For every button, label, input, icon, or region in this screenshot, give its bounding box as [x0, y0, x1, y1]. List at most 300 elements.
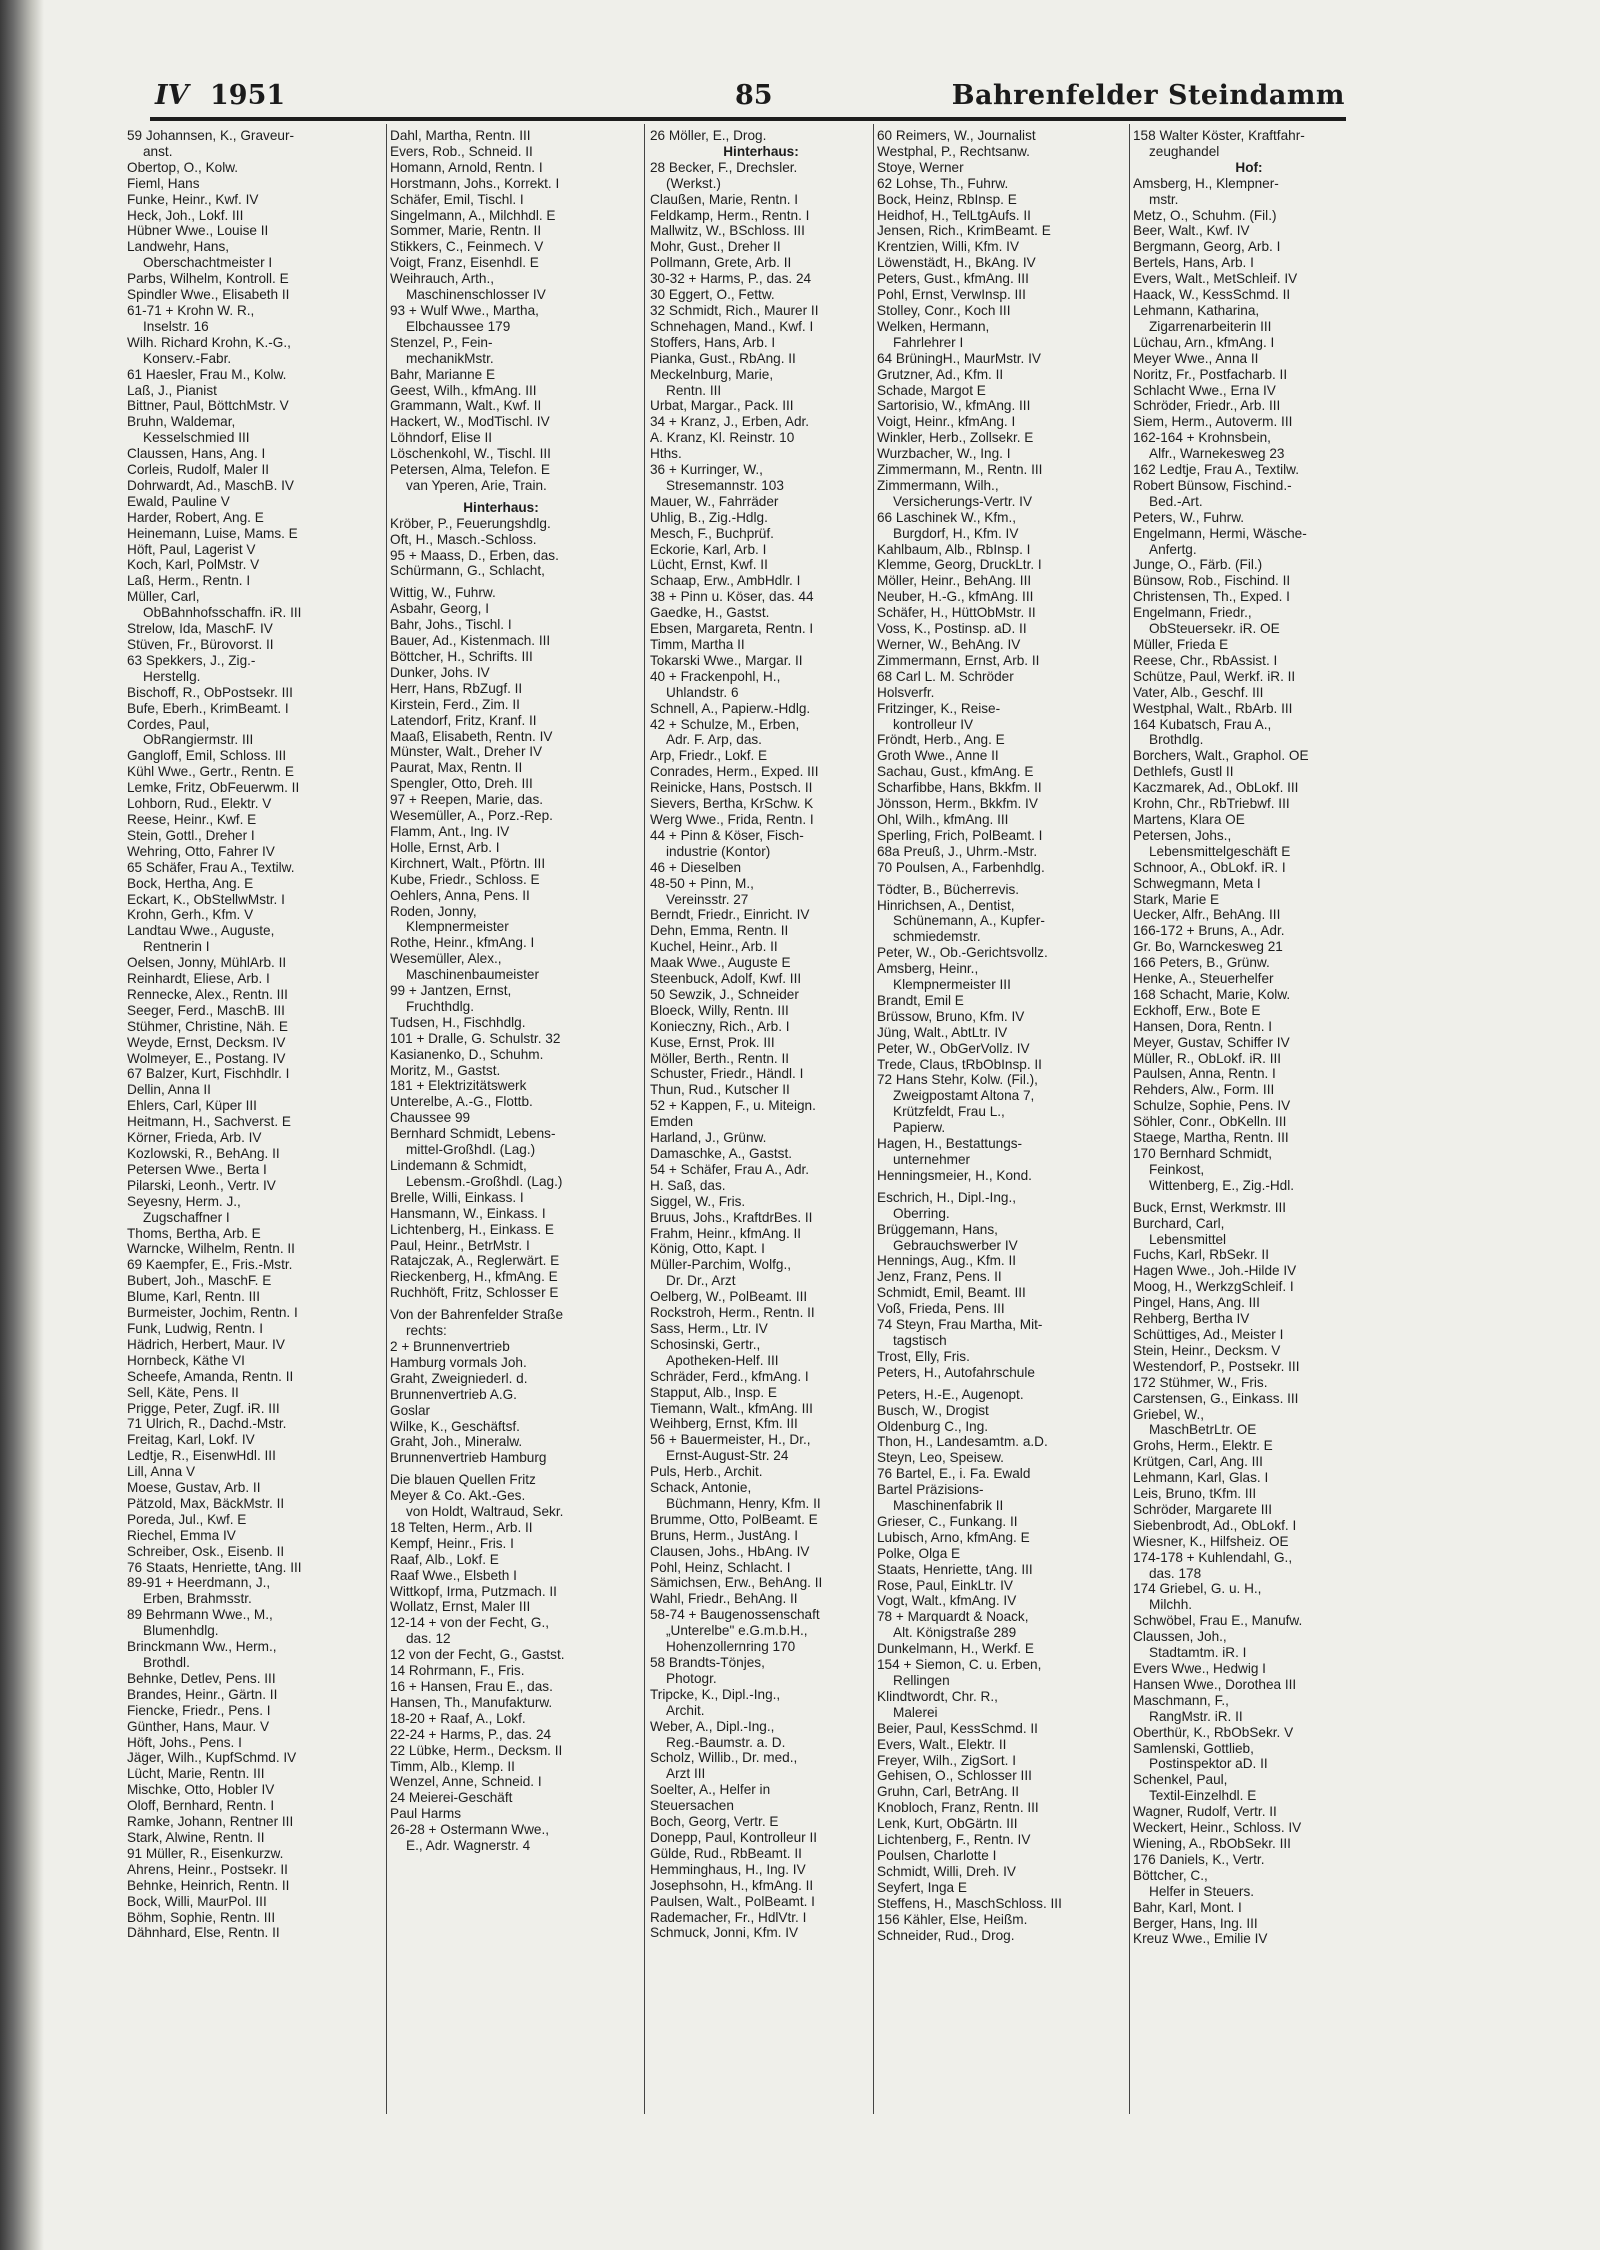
directory-line: Reese, Chr., RbAssist. I [1133, 652, 1278, 668]
directory-line: Bünsow, Rob., Fischind. II [1133, 573, 1291, 589]
directory-line: Schütze, Paul, Werkf. iR. II [1133, 668, 1296, 684]
directory-line: Kesselschmied III [143, 430, 250, 446]
directory-line: Roden, Jonny, [390, 903, 477, 919]
street-title: Bahrenfelder Steindamm [951, 80, 1345, 111]
directory-line: 67 Balzer, Kurt, Fischhdlr. I [127, 1066, 290, 1082]
directory-line: Claussen, Hans, Ang. I [127, 446, 266, 462]
directory-line: Ramke, Johann, Rentner III [127, 1814, 294, 1830]
directory-line: Henke, A., Steuerhelfer [1133, 971, 1274, 987]
directory-line: Freitag, Karl, Lokf. IV [127, 1432, 255, 1448]
directory-line: Schwegmann, Meta I [1133, 875, 1261, 891]
directory-line: Reg.-Baumstr. a. D. [666, 1734, 786, 1750]
directory-line: 70 Poulsen, A., Farbenhdlg. [877, 859, 1045, 875]
directory-line: Meyer, Gustav, Schiffer IV [1133, 1034, 1290, 1050]
directory-line: Pohl, Ernst, VerwInsp. III [877, 287, 1026, 303]
directory-line: Siebenbrodt, Ad., ObLokf. I [1133, 1517, 1297, 1533]
directory-line: Lohborn, Rud., Elektr. V [127, 796, 272, 812]
directory-line: Martens, Klara OE [1133, 811, 1245, 827]
directory-line: 44 + Pinn & Köser, Fisch- [650, 827, 804, 843]
directory-line: Laß, Herm., Rentn. I [127, 573, 251, 589]
directory-line: 32 Schmidt, Rich., Maurer II [650, 302, 819, 318]
year-label: 1951 [210, 80, 286, 111]
directory-line: Müller, Frieda E [1133, 637, 1229, 652]
directory-line: Jäger, Wilh., KupfSchmd. IV [127, 1750, 297, 1766]
directory-line: 97 + Reepen, Marie, das. [390, 792, 544, 808]
directory-line: Kozlowski, R., BehAng. II [127, 1146, 280, 1161]
directory-line: rechts: [406, 1323, 447, 1339]
directory-line: Griebel, W., [1133, 1406, 1205, 1422]
directory-line: Junge, O., Färb. (Fil.) [1133, 557, 1263, 573]
directory-line: Ohl, Wilh., kfmAng. III [877, 811, 1009, 827]
directory-line: Hübner Wwe., Louise II [127, 223, 269, 239]
directory-line: Brandes, Heinr., Gärtn. II [127, 1686, 278, 1702]
directory-line: Lemke, Fritz, ObFeuerwm. II [127, 780, 300, 796]
directory-line: Lubisch, Arno, kfmAng. E [877, 1529, 1030, 1545]
directory-line: 61 Haesler, Frau M., Kolw. [127, 366, 287, 382]
directory-line: Voigt, Franz, Eisenhdl. E [390, 255, 539, 271]
directory-line: Eckart, K., ObStellwMstr. I [127, 891, 285, 907]
directory-line: Funk, Ludwig, Rentn. I [127, 1320, 264, 1336]
directory-line: Arzt III [666, 1766, 706, 1782]
directory-line: Bartel Präzisions- [877, 1482, 984, 1498]
directory-line: Schulze, Sophie, Pens. IV [1133, 1098, 1291, 1114]
directory-line: Schneider, Rud., Drog. [877, 1927, 1015, 1943]
directory-line: 170 Bernhard Schmidt, [1133, 1146, 1273, 1161]
directory-line: Poulsen, Charlotte I [877, 1847, 997, 1863]
directory-line: 22-24 + Harms, P., das. 24 [390, 1726, 552, 1742]
directory-line: 78 + Marquardt & Noack, [877, 1609, 1029, 1625]
directory-line: 46 + Dieselben [650, 859, 742, 875]
directory-line: Krohn, Gerh., Kfm. V [127, 907, 254, 923]
directory-column-4 [877, 128, 1109, 2128]
directory-line: Moog, H., WerkzgSchleif. I [1133, 1279, 1294, 1295]
directory-line: Oelberg, W., PolBeamt. III [650, 1289, 808, 1305]
directory-line: Schmuck, Jonni, Kfm. IV [650, 1925, 799, 1941]
directory-line: Rehberg, Bertha IV [1133, 1311, 1250, 1327]
directory-line: Goslar [390, 1402, 431, 1418]
directory-line: Gruhn, Carl, BetrAng. II [877, 1784, 1020, 1800]
directory-line: Chaussee 99 [390, 1110, 471, 1126]
directory-line: Schröder, Margarete III [1133, 1501, 1273, 1517]
directory-line: 30 Eggert, O., Fettw. [650, 287, 775, 303]
directory-line: Schack, Antonie, [650, 1480, 752, 1496]
directory-line: Papierw. [893, 1120, 946, 1136]
directory-line: Rieckenberg, H., kfmAng. E [390, 1269, 558, 1285]
directory-line: Trost, Elly, Fris. [877, 1348, 970, 1364]
directory-line: Feldkamp, Herm., Rentn. I [650, 207, 810, 223]
directory-line: Schaap, Erw., AmbHdlr. I [650, 573, 801, 589]
directory-line: Westphal, Walt., RbArb. III [1133, 700, 1293, 716]
directory-line: Krentzien, Willi, Kfm. IV [877, 239, 1020, 255]
directory-line: Lehmann, Katharina, [1133, 302, 1260, 318]
directory-line: Wilh. Richard Krohn, K.-G., [127, 334, 291, 350]
directory-line: Feinkost, [1149, 1161, 1205, 1177]
directory-line: Soelter, A., Helfer in [650, 1782, 771, 1798]
directory-line: Kreuz Wwe., Emilie IV [1133, 1931, 1268, 1947]
directory-line: Schnell, A., Papierw.-Hdlg. [650, 700, 811, 716]
directory-line: Schuster, Friedr., Händl. I [650, 1066, 804, 1082]
directory-line: Latendorf, Fritz, Kranf. II [390, 712, 537, 728]
book-binding-edge [0, 0, 44, 2250]
page-header [155, 80, 1345, 120]
directory-line: 12-14 + von der Fecht, G., [390, 1615, 550, 1631]
directory-line: H. Saß, das. [650, 1177, 726, 1193]
directory-line: Klindtwordt, Chr. R., [877, 1688, 998, 1704]
column-divider [1129, 124, 1130, 2114]
directory-line: Rockstroh, Herm., Rentn. II [650, 1305, 815, 1321]
directory-line: Lenk, Kurt, ObGärtn. III [877, 1816, 1018, 1832]
directory-line: Noritz, Fr., Postfacharb. II [1133, 366, 1288, 382]
directory-line: 158 Walter Köster, Kraftfahr- [1133, 128, 1305, 143]
directory-line: Stark, Marie E [1133, 891, 1220, 907]
directory-line: Voss, K., Postinsp. aD. II [877, 621, 1027, 637]
directory-line: Zweigpostamt Altona 7, [893, 1088, 1035, 1104]
directory-line: Stresemannstr. 103 [666, 477, 784, 493]
directory-line: Hamburg vormals Joh. [390, 1354, 527, 1370]
directory-line: Krütgen, Carl, Ang. III [1133, 1454, 1263, 1470]
directory-line: Dunkelmann, H., Werkf. E [877, 1641, 1034, 1657]
directory-line: Oloff, Bernhard, Rentn. I [127, 1798, 275, 1814]
directory-line: Adr. F. Arp, das. [666, 732, 762, 748]
directory-line: Stikkers, C., Feinmech. V [390, 239, 544, 255]
directory-line: Milchh. [1149, 1597, 1193, 1613]
directory-line: Steffens, H., MaschSchloss. III [877, 1895, 1062, 1911]
directory-line: 154 + Siemon, C. u. Erben, [877, 1657, 1042, 1673]
directory-line: Fahrlehrer I [893, 334, 964, 350]
directory-line: Hagen Wwe., Joh.-Hilde IV [1133, 1263, 1297, 1279]
directory-line: Vater, Alb., Geschf. III [1133, 684, 1264, 700]
directory-line: 162-164 + Krohnsbein, [1133, 430, 1271, 446]
directory-line: 174-178 + Kuhlendahl, G., [1133, 1549, 1293, 1565]
directory-line: Sachau, Gust., kfmAng. E [877, 764, 1034, 780]
directory-line: Graht, Joh., Mineralw. [390, 1434, 523, 1450]
directory-line: Tokarski Wwe., Margar. II [650, 652, 803, 668]
directory-line: Spengler, Otto, Dreh. III [390, 776, 533, 792]
directory-line: Landwehr, Hans, [127, 239, 230, 255]
directory-line: Schmidt, Emil, Beamt. III [877, 1285, 1026, 1301]
directory-line: Prigge, Peter, Zugf. iR. III [127, 1400, 280, 1416]
directory-line: Seyfert, Inga E [877, 1879, 967, 1895]
directory-line: Evers Wwe., Hedwig I [1133, 1661, 1266, 1676]
directory-line: Metz, O., Schuhm. (Fil.) [1133, 207, 1277, 223]
directory-line: Brüssow, Bruno, Kfm. IV [877, 1008, 1025, 1024]
directory-line: Schade, Margot E [877, 382, 986, 398]
directory-line: Groth Wwe., Anne II [877, 748, 999, 764]
directory-line: 50 Sewzik, J., Schneider [650, 986, 799, 1002]
directory-line: Weyde, Ernst, Decksm. IV [127, 1034, 286, 1050]
directory-line: Lebensm.-Großhdl. (Lag.) [406, 1173, 563, 1189]
directory-line: Pilarski, Leonh., Vertr. IV [127, 1177, 276, 1193]
directory-line: Postinspektor aD. II [1149, 1756, 1268, 1772]
directory-line: Konserv.-Fabr. [143, 350, 232, 366]
directory-line: Haack, W., KessSchmd. II [1133, 287, 1291, 303]
directory-line: Uhlandstr. 6 [666, 684, 739, 700]
directory-line: Hädrich, Herbert, Maur. IV [127, 1336, 285, 1352]
directory-line: Timm, Martha II [650, 637, 745, 652]
directory-line: Sievers, Bertha, KrSchw. K [650, 796, 814, 812]
directory-line: Ehlers, Carl, Küper III [127, 1098, 257, 1114]
directory-line: E., Adr. Wagnerstr. 4 [406, 1838, 531, 1854]
directory-line: Herstellg. [143, 668, 201, 684]
directory-line: Seeger, Ferd., MaschB. III [127, 1002, 285, 1018]
directory-line: Schnoor, A., ObLokf. iR. I [1133, 859, 1286, 875]
directory-line: Behnke, Heinrich, Rentn. II [127, 1877, 290, 1893]
directory-line: Ruchhöft, Fritz, Schlosser E [390, 1285, 559, 1301]
directory-line: Robert Bünsow, Fischind.- [1133, 477, 1292, 493]
directory-line: Lücht, Marie, Rentn. III [127, 1766, 265, 1782]
directory-line: mstr. [1149, 191, 1179, 207]
directory-line: Obertop, O., Kolw. [127, 159, 239, 175]
directory-line: von Holdt, Waltraud, Sekr. [406, 1504, 564, 1520]
directory-line: Hornbeck, Käthe VI [127, 1352, 245, 1368]
directory-line: Conrades, Herm., Exped. III [650, 764, 819, 780]
directory-line: Voß, Frieda, Pens. III [877, 1301, 1005, 1317]
directory-line: Warncke, Wilhelm, Rentn. II [127, 1241, 295, 1257]
directory-line: Amsberg, H., Klempner- [1133, 175, 1279, 191]
directory-line: Lindemann & Schmidt, [390, 1158, 527, 1173]
directory-line: Peter, W., Ob.-Gerichtsvollz. [877, 945, 1048, 961]
directory-line: Lücht, Ernst, Kwf. II [650, 557, 768, 573]
directory-line: Rehders, Alw., Form. III [1133, 1082, 1275, 1098]
directory-line: Lüchau, Arn., kfmAng. I [1133, 334, 1275, 350]
directory-line: Stadtamtm. iR. I [1149, 1645, 1247, 1661]
directory-line: Schlacht Wwe., Erna IV [1133, 382, 1276, 398]
directory-line: Hansmann, W., Einkass. I [390, 1205, 546, 1221]
directory-line: 18 Telten, Herm., Arb. II [390, 1519, 533, 1535]
directory-line: 65 Schäfer, Frau A., Textilw. [127, 859, 295, 875]
directory-line: Sell, Käte, Pens. II [127, 1384, 239, 1400]
directory-line: Peters, H., Autofahrschule [877, 1364, 1035, 1380]
directory-line: 18-20 + Raaf, A., Lokf. [390, 1710, 526, 1726]
directory-line: Evers, Walt., Elektr. II [877, 1736, 1007, 1752]
directory-line: Samlenski, Gottlieb, [1133, 1740, 1254, 1756]
directory-line: Alfr., Warnekesweg 23 [1149, 446, 1285, 462]
directory-line: Oberschachtmeister I [143, 255, 273, 271]
directory-line: anst. [143, 143, 173, 159]
directory-line: Oberthür, K., RbObSekr. V [1133, 1724, 1294, 1740]
directory-line: 34 + Kranz, J., Erben, Adr. [650, 414, 810, 430]
directory-line: Textil-Einzelhdl. E [1149, 1788, 1257, 1804]
directory-line: Stolley, Conr., Koch III [877, 302, 1011, 318]
directory-line: Engelmann, Hermi, Wäsche- [1133, 525, 1307, 541]
directory-line: Steenbuck, Adolf, Kwf. III [650, 971, 802, 987]
directory-line: Pätzold, Max, BäckMstr. II [127, 1495, 285, 1511]
directory-line: Corleis, Rudolf, Maler II [127, 462, 270, 478]
column-divider [644, 124, 645, 2114]
directory-line: Rademacher, Fr., HdlVtr. I [650, 1909, 807, 1925]
directory-line: Vereinsstr. 27 [666, 891, 749, 907]
directory-line: RangMstr. iR. II [1149, 1708, 1243, 1724]
directory-line: Kühl Wwe., Gertr., Rentn. E [127, 764, 294, 780]
directory-line: 101 + Dralle, G. Schulstr. 32 [390, 1030, 561, 1046]
directory-line: Claußen, Marie, Rentn. I [650, 191, 799, 207]
directory-line: Müller, R., ObLokf. iR. III [1133, 1050, 1282, 1066]
directory-line: 14 Rohrmann, F., Fris. [390, 1663, 525, 1679]
directory-line: 40 + Frackenpohl, H., [650, 668, 781, 684]
directory-line: 28 Becker, F., Drechsler. [650, 159, 798, 175]
directory-line: Jönsson, Herm., Bkkfm. IV [877, 796, 1038, 812]
directory-line: Burmeister, Jochim, Rentn. I [127, 1305, 298, 1321]
directory-line: Dunker, Johs. IV [390, 664, 490, 680]
directory-line: Eckorie, Karl, Arb. I [650, 541, 767, 557]
directory-line: Moritz, M., Gastst. [390, 1062, 501, 1078]
directory-line: Tudsen, H., Fischhdlg. [390, 1014, 526, 1030]
directory-line: Pianka, Gust., RbAng. II [650, 350, 796, 366]
directory-line: Ratajczak, A., Reglerwärt. E [390, 1253, 560, 1269]
directory-line: Eschrich, H., Dipl.-Ing., [877, 1189, 1016, 1205]
directory-line: Kaczmarek, Ad., ObLokf. III [1133, 780, 1299, 796]
directory-line: Strelow, Ida, MaschF. IV [127, 621, 273, 637]
directory-line: Brelle, Willi, Einkass. I [390, 1189, 524, 1205]
header-rule [150, 117, 1346, 121]
directory-line: 68 Carl L. M. Schröder [877, 668, 1014, 684]
directory-line: Weihberg, Ernst, Kfm. III [650, 1416, 798, 1432]
directory-line: Hansen, Th., Manufakturw. [390, 1694, 553, 1710]
directory-line: Wilke, K., Geschäftsf. [390, 1418, 520, 1434]
directory-line: Westphal, P., Rechtsanw. [877, 143, 1030, 159]
directory-line: Berndt, Friedr., Einricht. IV [650, 907, 810, 923]
directory-line: Peters, W., Fuhrw. [1133, 509, 1245, 525]
directory-line: Fuchs, Karl, RbSekr. II [1133, 1247, 1269, 1263]
directory-line: Schäfer, H., HüttObMstr. II [877, 605, 1036, 621]
directory-line: Holle, Ernst, Arb. I [390, 839, 500, 855]
directory-line: Rennecke, Alex., Rentn. III [127, 986, 288, 1002]
directory-line: Reinhardt, Eliese, Arb. I [127, 971, 270, 987]
directory-line: Körner, Frieda, Arb. IV [127, 1130, 262, 1146]
directory-line: Knobloch, Franz, Rentn. III [877, 1800, 1039, 1816]
directory-line: Müller-Parchim, Wolfg., [650, 1257, 792, 1273]
directory-line: Schürmann, G., Schlacht, [390, 563, 545, 579]
directory-line: Wittig, W., Fuhrw. [390, 585, 496, 601]
directory-line: Ebsen, Margareta, Rentn. I [650, 621, 814, 637]
directory-line: Evers, Walt., MetSchleif. IV [1133, 271, 1298, 287]
directory-line: 2 + Brunnenvertrieb [390, 1338, 510, 1354]
directory-line: Lichtenberg, F., Rentn. IV [877, 1832, 1031, 1848]
directory-line: 89 Behrmann Wwe., M., [127, 1607, 273, 1623]
directory-line: Polke, Olga E [877, 1545, 961, 1561]
directory-line: Jensen, Rich., KrimBeamt. E [877, 223, 1051, 239]
directory-line: Scharfibbe, Hans, Bkkfm. II [877, 780, 1042, 796]
directory-line: kontrolleur IV [893, 716, 974, 732]
directory-line: Henningsmeier, H., Kond. [877, 1167, 1032, 1183]
directory-line: Schäfer, Emil, Tischl. I [390, 191, 524, 207]
directory-line: Oft, H., Masch.-Schloss. [390, 531, 537, 547]
directory-column-1 [127, 128, 359, 2128]
directory-line: Bittner, Paul, BöttchMstr. V [127, 398, 289, 414]
directory-line: Reinicke, Hans, Postsch. II [650, 780, 813, 796]
directory-line: Stühmer, Christine, Näh. E [127, 1018, 288, 1034]
directory-line: Meckelnburg, Marie, [650, 366, 774, 382]
directory-line: Zugschaffner I [143, 1209, 230, 1225]
directory-line: Puls, Herb., Archit. [650, 1464, 763, 1480]
directory-line: Thon, H., Landesamtm. a.D. [877, 1434, 1048, 1450]
directory-line: Wesemüller, A., Porz.-Rep. [390, 808, 553, 824]
column-divider [873, 124, 874, 2114]
directory-line: Sass, Herm., Ltr. IV [650, 1320, 768, 1336]
directory-line: Flamm, Ant., Ing. IV [390, 823, 510, 839]
directory-line: 63 Spekkers, J., Zig.- [127, 652, 256, 668]
directory-line: Grutzner, Ad., Kfm. II [877, 366, 1004, 382]
directory-line: Gangloff, Emil, Schloss. III [127, 748, 287, 764]
directory-line: 64 BrüningH., MaurMstr. IV [877, 350, 1041, 366]
directory-line: Hagen, H., Bestattungs- [877, 1136, 1023, 1152]
directory-line: Horstmann, Johs., Korrekt. I [390, 175, 560, 191]
directory-line: Donepp, Paul, Kontrolleur II [650, 1829, 818, 1845]
directory-line: Kahlbaum, Alb., RbInsp. I [877, 541, 1031, 557]
directory-line: Staats, Henriette, tAng. III [877, 1561, 1033, 1577]
directory-line: Maschinenbaumeister [406, 967, 539, 983]
directory-line: Borchers, Walt., Graphol. OE [1133, 748, 1309, 764]
directory-line: Büchmann, Henry, Kfm. II [666, 1495, 821, 1511]
directory-line: 172 Stühmer, W., Fris. [1133, 1374, 1268, 1390]
directory-line: Schünemann, A., Kupfer- [893, 913, 1045, 929]
directory-line: Reese, Heinr., Kwf. E [127, 811, 257, 827]
directory-line: Graht, Zweigniederl. d. [390, 1370, 528, 1386]
directory-line: Die blauen Quellen Fritz [390, 1472, 536, 1488]
directory-line: Oldenburg C., Ing. [877, 1418, 989, 1434]
directory-line: Westendorf, P., Postsekr. III [1133, 1358, 1300, 1374]
directory-line: Bock, Hertha, Ang. E [127, 875, 254, 891]
directory-line: Kirstein, Ferd., Zim. II [390, 696, 520, 712]
directory-line: 54 + Schäfer, Frau A., Adr. [650, 1161, 810, 1177]
directory-line: Petersen, Johs., [1133, 827, 1232, 843]
directory-line: Heidhof, H., TelLtgAufs. II [877, 207, 1031, 223]
volume-label: IV [155, 80, 189, 111]
directory-line: Vogt, Walt., kfmAng. IV [877, 1593, 1017, 1609]
directory-line: Hths. [650, 446, 682, 462]
directory-line: Hinterhaus: [723, 143, 799, 159]
directory-line: Böttcher, C., [1133, 1867, 1208, 1883]
directory-line: Freyer, Wilh., ZigSort. I [877, 1752, 1016, 1768]
directory-line: Josephsohn, H., kfmAng. II [650, 1877, 814, 1893]
directory-line: Böttcher, H., Schrifts. III [390, 649, 533, 664]
directory-line: Elbchaussee 179 [406, 318, 511, 334]
directory-line: 30-32 + Harms, P., das. 24 [650, 271, 812, 287]
directory-line: Thoms, Bertha, Arb. E [127, 1225, 261, 1241]
directory-line: Meyer & Co. Akt.-Ges. [390, 1488, 526, 1504]
directory-line: Ledtje, R., EisenwHdl. III [127, 1448, 276, 1464]
directory-line: Inselstr. 16 [143, 318, 209, 334]
directory-line: Wiening, A., RbObSekr. III [1133, 1835, 1291, 1851]
page-number: 85 [735, 80, 773, 111]
directory-line: Wehring, Otto, Fahrer IV [127, 843, 275, 859]
directory-line: Hennings, Aug., Kfm. II [877, 1253, 1017, 1269]
directory-line: Werg Wwe., Frida, Rentn. I [650, 811, 814, 827]
directory-line: 48-50 + Pinn, M., [650, 875, 754, 891]
directory-line: Malerei [893, 1704, 938, 1720]
directory-column-3 [650, 128, 872, 2128]
directory-line: Heck, Joh., Lokf. III [127, 207, 244, 223]
directory-line: 72 Hans Stehr, Kolw. (Fil.), [877, 1072, 1038, 1088]
directory-line: Bahr, Johs., Tischl. I [390, 617, 512, 633]
directory-line: 52 + Kappen, F., u. Miteign. [650, 1098, 816, 1114]
directory-line: Löhndorf, Elise II [390, 430, 493, 446]
directory-line: Wittkopf, Irma, Putzmach. II [390, 1583, 557, 1599]
directory-line: Hemminghaus, H., Ing. IV [650, 1861, 806, 1877]
directory-line: Neuber, H.-G., kfmAng. III [877, 589, 1034, 605]
directory-line: Sartorisio, W., kfmAng. III [877, 398, 1031, 414]
directory-line: Bock, Willi, MaurPol. III [127, 1893, 267, 1909]
directory-line: Pingel, Hans, Ang. III [1133, 1295, 1260, 1311]
directory-line: Fieml, Hans [127, 175, 200, 191]
directory-line: Kuse, Ernst, Prok. III [650, 1034, 775, 1050]
directory-line: 69 Kaempfer, E., Fris.-Mstr. [127, 1257, 293, 1273]
directory-line: Löschenkohl, W., Tischl. III [390, 446, 551, 462]
directory-line: Fröndt, Herb., Ang. E [877, 732, 1005, 748]
directory-line: Stark, Alwine, Rentn. II [127, 1829, 265, 1845]
directory-line: zeughandel [1149, 143, 1220, 159]
directory-line: Behnke, Detlev, Pens. III [127, 1670, 276, 1686]
